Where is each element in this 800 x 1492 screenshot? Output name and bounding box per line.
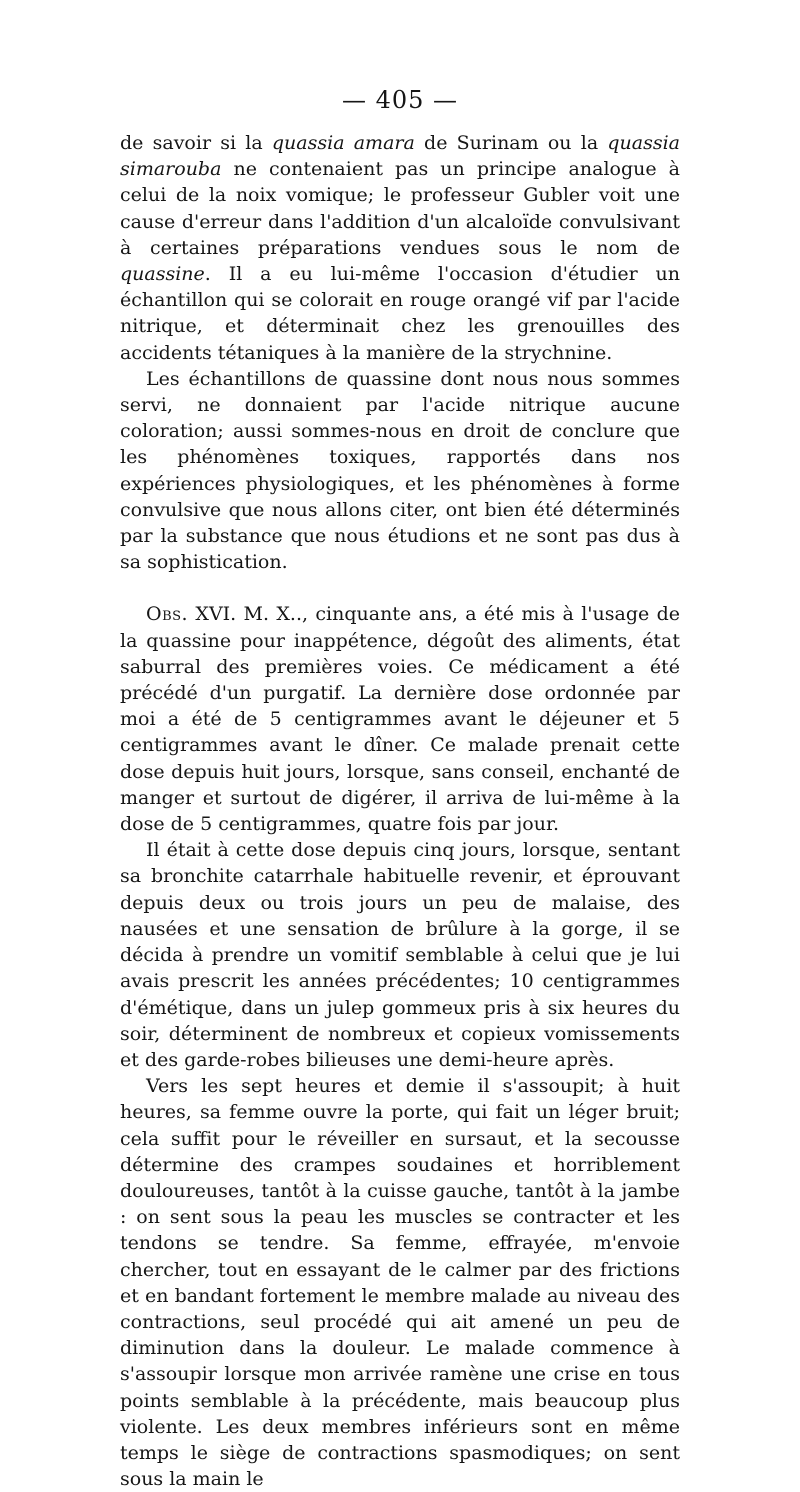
text-run: Les échantillons de quassine dont nous nous sommes servi, ne donnaient par l'acide nitrique aucune coloration; aussi sommes-nous en droit de conclure que les phénomènes toxiques, rapportés dans nos expériences physiologiques, et les phénomènes à forme convulsive que nous allons citer, ont bien été déterminés par la substance que nous étudions et ne sont pas dus à sa sophistication. [120, 367, 680, 574]
observation-label: Obs. [146, 603, 189, 626]
text-run: . Il a eu lui-même l'occasion d'étudier un échantillon qui se colorait en rouge orangé vif par l'acide nitrique, et déterminait chez les grenouilles des accidents tétaniques à la manière de la strychnine. [120, 263, 680, 364]
paragraph-p4 [120, 837, 680, 1073]
paragraph-gap [120, 575, 680, 601]
text-run: Vers les sept heures et demie il s'assoupit; à huit heures, sa femme ouvre la porte, qui fait un léger bruit; cela suffit pour le réveiller en sursaut, et la secousse détermine des crampes soudaines et horriblement douloureuses, tantôt à la cuisse gauche, tantôt à la jambe : on sent sous la peau les muscles se contracter et les tendons se tendre. Sa femme, effrayée, m'envoie chercher, tout en essayant de le calmer par des frictions et en bandant fortement le membre malade au niveau des contractions, seul procédé qui ait amené un peu de diminution dans la douleur. Le malade commence à s'assoupir lorsque mon arrivée ramène une crise en tous points semblable à la précédente, mais beaucoup plus violente. Les deux membres inférieurs sont en même temps le siège de contractions spasmodiques; on sent sous la main le [120, 1075, 680, 1491]
text-run: Il était à cette dose depuis cinq jours, lorsque, sentant sa bronchite catarrhale habituelle revenir, et éprouvant depuis deux ou trois jours un peu de malaise, des nausées et une sensation de brûlure à la gorge, il se décida à prendre un vomitif semblable à celui que je lui avais prescrit les années précédentes; 10 centigrammes d'émétique, dans un julep gommeux pris à six heures du soir, déterminent de nombreux et copieux vomissements et des garde-robes bilieuses une demi-heure après. [120, 839, 680, 1071]
paragraph-p3 [120, 601, 680, 837]
italic-term: quassia simarouba [120, 132, 680, 181]
text-run: de Surinam ou la [414, 132, 608, 154]
page-number: — 405 — [341, 86, 459, 114]
text-run: XVI. M. X.., cinquante ans, a été mis à l'usage de la quassine pour inappétence, dégoût des aliments, état saburral des premières voies. Ce médicament a été précédé d'un purgatif. La dernière dose ordonnée par moi a été de 5 centigrammes avant le déjeuner et 5 centigrammes avant le dîner. Ce malade prenait cette dose depuis huit jours, lorsque, sans conseil, enchanté de manger et surtout de digérer, il arriva de lui-même à la dose de 5 centigrammes, quatre fois par jour. [120, 603, 680, 836]
text-run: de savoir si la [120, 132, 272, 154]
text-run: ne contenaient pas un principe analogue à celui de la noix vomique; le professeur Gubler voit une cause d'erreur dans l'addition d'un alcaloïde convulsivant à certaines préparations vendues sous le nom de [120, 158, 680, 259]
paragraph-p5 [120, 1073, 680, 1492]
body-text [120, 130, 680, 1492]
paragraph-p2 [120, 366, 680, 576]
italic-term: quassia amara [271, 132, 415, 154]
paragraph-p1 [120, 130, 680, 366]
italic-term: quassine [120, 263, 205, 286]
book-page [120, 86, 680, 1492]
